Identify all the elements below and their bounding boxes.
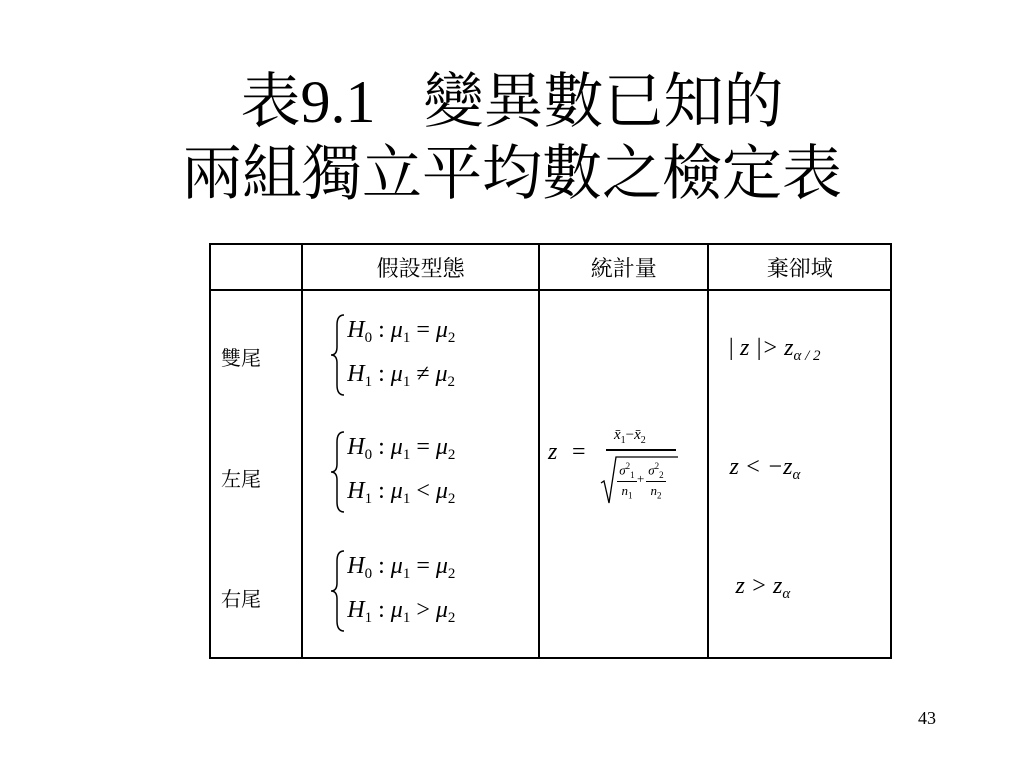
alternative-hypothesis: $H_1$ : $\mu_1 \ne \mu_2$: [347, 361, 456, 390]
header-tail-type: [210, 244, 302, 290]
tail-left: 左尾: [221, 467, 261, 491]
table-body-row: [210, 290, 891, 658]
title-line-1: 表9.1 變異數已知的: [240, 67, 784, 137]
null-hypothesis: $H_0$ : $\mu_1 = \mu_2$: [347, 317, 456, 346]
rejection-left-tail: $z < -z_\alpha$: [729, 454, 801, 483]
null-hypothesis: $H_0$ : $\mu_1 = \mu_2$: [347, 553, 456, 582]
variance-term-1: $\sigma^2_1$ $n_1$: [617, 461, 637, 501]
slide-title: [0, 66, 1024, 210]
rejection-two-sided: | z |> $z_{\alpha / 2}$: [727, 335, 821, 364]
header-rejection-region: 棄卻域: [708, 244, 891, 290]
hypothesis-left-tail: [329, 430, 529, 514]
variance-term-2: $\sigma^2_2$ $n_2$: [646, 461, 666, 501]
hypothesis-column: [302, 290, 539, 658]
rejection-right-tail: $z > z_\alpha$: [735, 573, 791, 602]
header-hypothesis: 假設型態: [302, 244, 539, 290]
title-line-2: 兩組獨立平均數之檢定表: [182, 139, 842, 209]
alternative-hypothesis: $H_1$ : $\mu_1 > \mu_2$: [347, 597, 456, 626]
tail-column: [210, 290, 302, 658]
left-brace-icon: [329, 549, 347, 633]
tail-right: 右尾: [221, 587, 261, 611]
tail-two-sided: 雙尾: [221, 346, 261, 370]
fraction-bar: [606, 449, 676, 451]
left-brace-icon: [329, 430, 347, 514]
left-brace-icon: [329, 313, 347, 397]
alternative-hypothesis: $H_1$ : $\mu_1 < \mu_2$: [347, 478, 456, 507]
hypothesis-right-tail: [329, 549, 529, 633]
statistic-column: [539, 290, 708, 658]
header-statistic: 統計量: [539, 244, 708, 290]
null-hypothesis: $H_0$ : $\mu_1 = \mu_2$: [347, 434, 456, 463]
z-statistic-formula: z = $x̄_1-x̄_2$ $\sigma^2_1$ $n_1$ + $\sigma^2_2$ $n_2$: [548, 425, 708, 515]
table-header-row: [210, 244, 891, 290]
hypothesis-test-table: [209, 243, 892, 659]
numerator: $x̄_1-x̄_2$: [613, 427, 646, 446]
page-number: 43: [918, 708, 936, 728]
rejection-column: [708, 290, 891, 658]
hypothesis-two-sided: [329, 313, 529, 397]
